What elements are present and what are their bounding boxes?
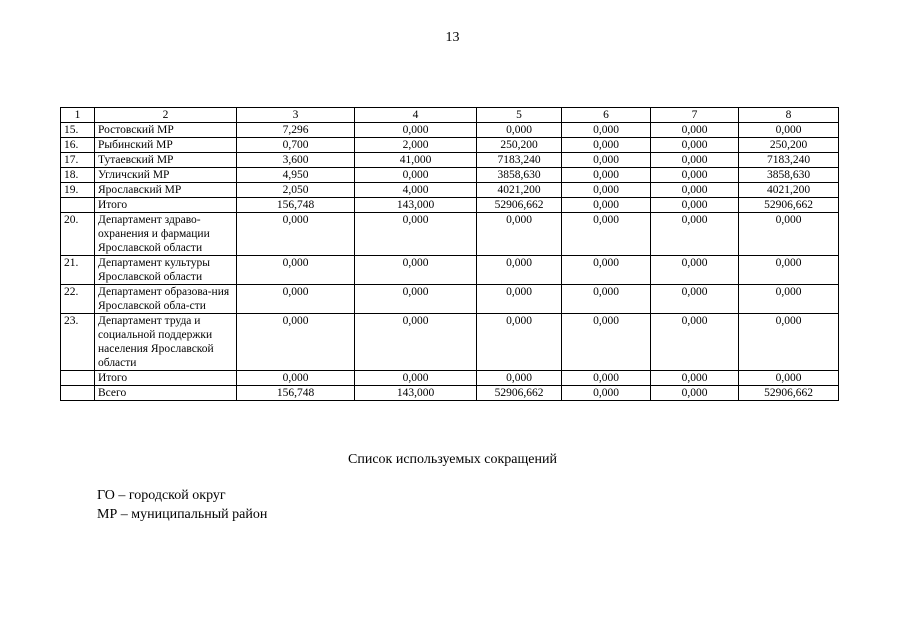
cell-value: 156,748 (237, 198, 355, 213)
budget-table (60, 107, 839, 401)
table-row (61, 213, 839, 256)
abbreviations-list (97, 486, 267, 524)
row-name: Всего (95, 386, 237, 401)
cell-value: 52906,662 (739, 198, 839, 213)
cell-value: 0,000 (651, 123, 739, 138)
row-name: Ростовский МР (95, 123, 237, 138)
cell-value: 7,296 (237, 123, 355, 138)
table-row (61, 153, 839, 168)
cell-value: 0,000 (477, 285, 562, 314)
cell-value: 0,000 (562, 213, 651, 256)
cell-value: 2,050 (237, 183, 355, 198)
row-number: 23. (61, 314, 95, 371)
cell-value: 0,000 (562, 386, 651, 401)
row-name: Ярославский МР (95, 183, 237, 198)
cell-value: 0,000 (651, 198, 739, 213)
cell-value: 3858,630 (739, 168, 839, 183)
total-row (61, 386, 839, 401)
cell-value: 250,200 (739, 138, 839, 153)
cell-value: 0,000 (355, 285, 477, 314)
column-header: 8 (739, 108, 839, 123)
subtotal-row (61, 371, 839, 386)
row-name: Угличский МР (95, 168, 237, 183)
cell-value: 0,000 (477, 314, 562, 371)
cell-value: 0,000 (355, 123, 477, 138)
cell-value: 2,000 (355, 138, 477, 153)
cell-value: 0,000 (355, 256, 477, 285)
cell-value: 7183,240 (739, 153, 839, 168)
cell-value: 250,200 (477, 138, 562, 153)
table-row (61, 314, 839, 371)
cell-value: 0,000 (739, 285, 839, 314)
row-number: 18. (61, 168, 95, 183)
cell-value: 0,000 (651, 371, 739, 386)
row-number: 20. (61, 213, 95, 256)
cell-value: 0,000 (237, 314, 355, 371)
cell-value: 4,950 (237, 168, 355, 183)
row-name: Рыбинский МР (95, 138, 237, 153)
table-row (61, 285, 839, 314)
cell-value: 4,000 (355, 183, 477, 198)
row-number: 15. (61, 123, 95, 138)
column-header: 7 (651, 108, 739, 123)
cell-value: 0,000 (237, 371, 355, 386)
row-name: Тутаевский МР (95, 153, 237, 168)
row-number: 21. (61, 256, 95, 285)
cell-value: 0,000 (477, 371, 562, 386)
table-row (61, 256, 839, 285)
cell-value: 0,000 (477, 123, 562, 138)
column-header: 4 (355, 108, 477, 123)
cell-value: 0,000 (237, 256, 355, 285)
cell-value: 0,000 (355, 168, 477, 183)
cell-value: 0,700 (237, 138, 355, 153)
cell-value: 0,000 (739, 314, 839, 371)
cell-value: 0,000 (237, 285, 355, 314)
subtotal-row (61, 198, 839, 213)
cell-value: 52906,662 (477, 386, 562, 401)
column-header: 6 (562, 108, 651, 123)
page-number: 13 (445, 30, 460, 45)
cell-value: 0,000 (651, 213, 739, 256)
cell-value: 0,000 (739, 256, 839, 285)
column-header: 3 (237, 108, 355, 123)
cell-value: 0,000 (355, 371, 477, 386)
cell-value: 0,000 (562, 168, 651, 183)
cell-value: 0,000 (739, 213, 839, 256)
cell-value: 52906,662 (739, 386, 839, 401)
cell-value: 0,000 (562, 183, 651, 198)
cell-value: 0,000 (562, 138, 651, 153)
row-number: 22. (61, 285, 95, 314)
cell-value: 0,000 (237, 213, 355, 256)
row-number: 16. (61, 138, 95, 153)
table-row (61, 168, 839, 183)
cell-value: 156,748 (237, 386, 355, 401)
cell-value: 0,000 (562, 123, 651, 138)
cell-value: 0,000 (651, 314, 739, 371)
table-row (61, 183, 839, 198)
cell-value: 0,000 (651, 386, 739, 401)
cell-value: 0,000 (562, 198, 651, 213)
cell-value: 0,000 (651, 183, 739, 198)
cell-value: 0,000 (739, 371, 839, 386)
cell-value: 4021,200 (477, 183, 562, 198)
table-row (61, 123, 839, 138)
cell-value: 0,000 (651, 138, 739, 153)
column-header: 5 (477, 108, 562, 123)
cell-value: 0,000 (651, 168, 739, 183)
cell-value: 52906,662 (477, 198, 562, 213)
cell-value: 7183,240 (477, 153, 562, 168)
cell-value: 143,000 (355, 386, 477, 401)
table-row (61, 138, 839, 153)
cell-value: 0,000 (562, 285, 651, 314)
cell-value: 0,000 (562, 314, 651, 371)
cell-value: 0,000 (562, 371, 651, 386)
cell-value: 0,000 (355, 314, 477, 371)
abbreviations-title: Список используемых сокращений (348, 452, 557, 467)
row-name: Департамент труда и социальной поддержки населения Ярославской области (95, 314, 237, 371)
cell-value: 143,000 (355, 198, 477, 213)
row-number: 17. (61, 153, 95, 168)
cell-value: 3,600 (237, 153, 355, 168)
cell-value: 0,000 (477, 213, 562, 256)
row-name: Итого (95, 198, 237, 213)
table-header-row (61, 108, 839, 123)
cell-value: 0,000 (562, 153, 651, 168)
cell-value: 0,000 (651, 285, 739, 314)
cell-value: 0,000 (739, 123, 839, 138)
column-header: 2 (95, 108, 237, 123)
cell-value: 4021,200 (739, 183, 839, 198)
abbreviation-item: МР – муниципальный район (97, 507, 268, 522)
row-number: 19. (61, 183, 95, 198)
cell-value: 0,000 (477, 256, 562, 285)
cell-value: 0,000 (651, 256, 739, 285)
row-name: Департамент образова-ния Ярославской обла-сти (95, 285, 237, 314)
cell-value: 41,000 (355, 153, 477, 168)
row-name: Департамент культуры Ярославской области (95, 256, 237, 285)
column-header: 1 (61, 108, 95, 123)
row-number (61, 371, 95, 386)
row-name: Департамент здраво-охранения и фармации Ярославской области (95, 213, 237, 256)
abbreviation-item: ГО – городской округ (97, 488, 226, 503)
cell-value: 3858,630 (477, 168, 562, 183)
row-number (61, 198, 95, 213)
row-number (61, 386, 95, 401)
cell-value: 0,000 (651, 153, 739, 168)
row-name: Итого (95, 371, 237, 386)
cell-value: 0,000 (562, 256, 651, 285)
cell-value: 0,000 (355, 213, 477, 256)
